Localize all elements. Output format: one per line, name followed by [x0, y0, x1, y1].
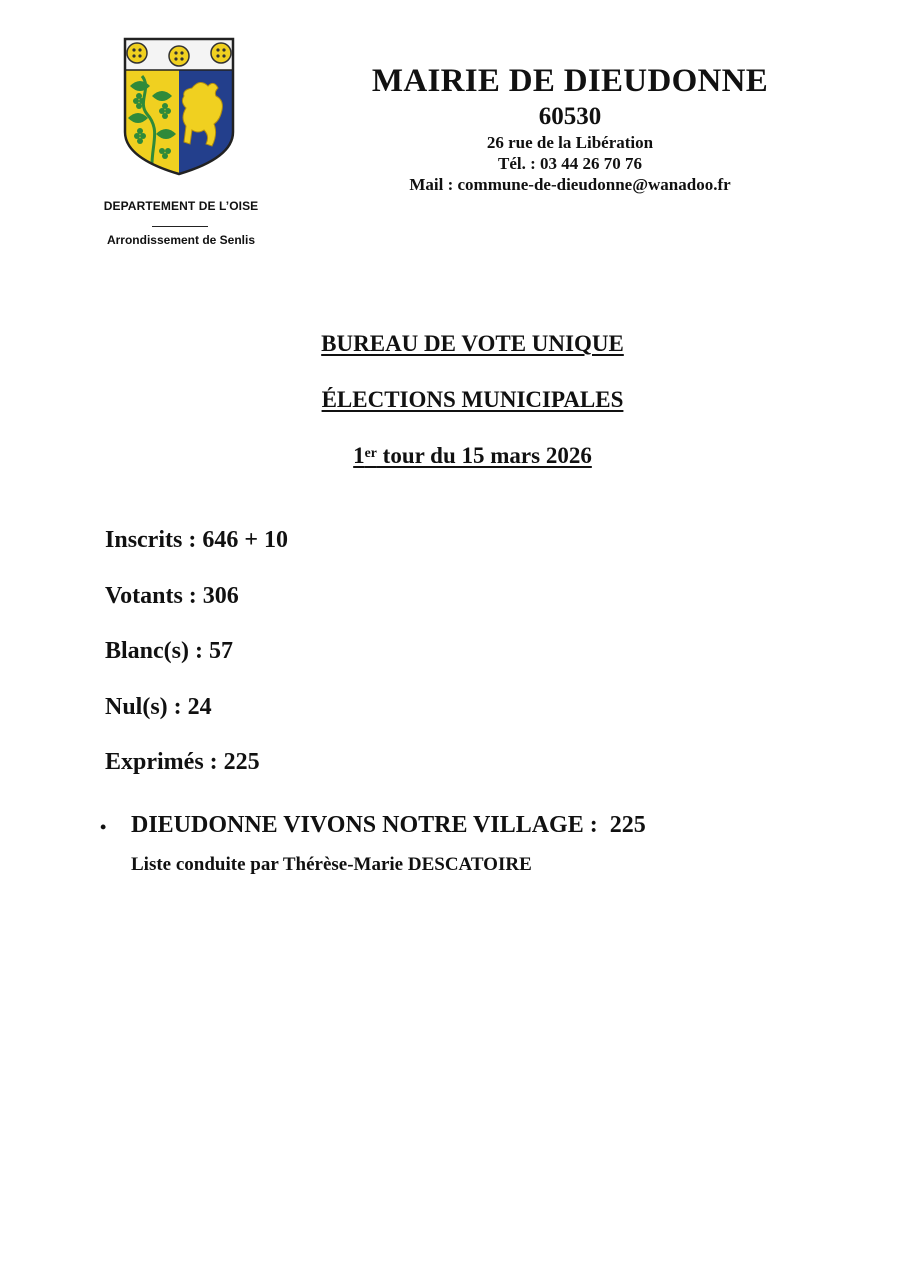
heading-round: [250, 443, 695, 469]
divider: [152, 226, 208, 227]
postcode: 60530: [538, 103, 602, 130]
phone: Tél. : 03 44 26 70 76: [497, 154, 643, 173]
list-leader: Liste conduite par Thérèse-Marie DESCATOIRE: [131, 854, 532, 875]
results-summary: [105, 525, 288, 803]
arrondissement-label: Arrondissement de Senlis: [106, 233, 256, 247]
blancs-count: Blanc(s) : 57: [105, 638, 233, 665]
inscrits-count: Inscrits : 646 + 10: [105, 527, 288, 553]
mairie-title: MAIRIE DE DIEUDONNE: [371, 63, 769, 99]
department-label: DEPARTEMENT DE L’OISE: [103, 199, 259, 213]
votants-count: Votants : 306: [105, 582, 239, 609]
coat-of-arms-logo: [122, 36, 236, 176]
bullet: •: [100, 817, 107, 837]
exprimes-count: Exprimés : 225: [105, 749, 260, 776]
heading-bureau: BUREAU DE VOTE UNIQUE: [321, 331, 624, 356]
round-number: 1: [353, 443, 365, 468]
address: 26 rue de la Libération: [486, 133, 654, 152]
heading-elections: ÉLECTIONS MUNICIPALES: [321, 387, 624, 412]
list-name: DIEUDONNE VIVONS NOTRE VILLAGE : 225: [131, 812, 646, 838]
round-date: tour du 15 mars 2026: [376, 443, 592, 468]
round-ordinal: er: [364, 444, 377, 460]
email: Mail : commune-de-dieudonne@wanadoo.fr: [409, 175, 731, 194]
mairie-header: [340, 62, 800, 195]
nuls-count: Nul(s) : 24: [105, 693, 212, 720]
